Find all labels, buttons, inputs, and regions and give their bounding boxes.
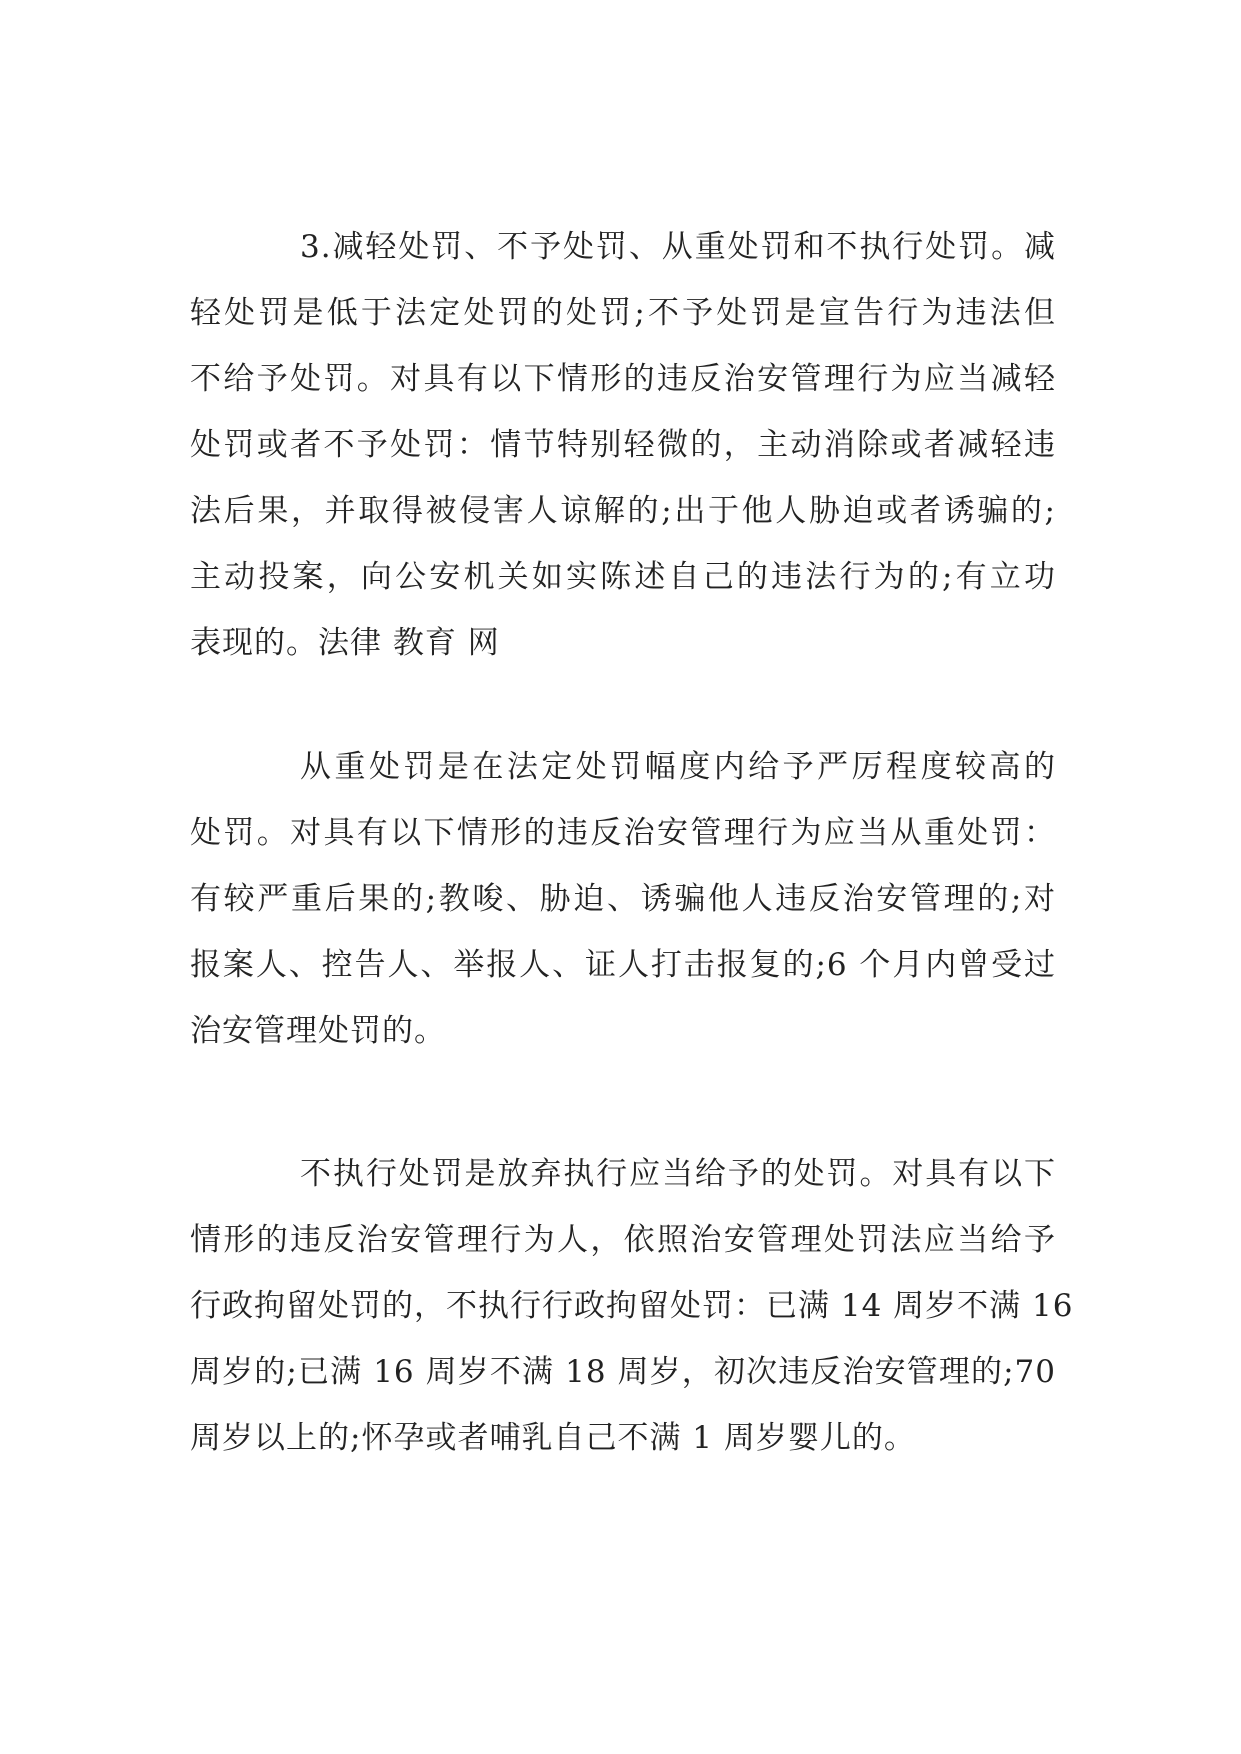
- paragraph-line: 法后果，并取得被侵害人谅解的;出于他人胁迫或者诱骗的;: [190, 493, 1056, 529]
- paragraph-line: 处罚或者不予处罚：情节特别轻微的，主动消除或者减轻违: [190, 427, 1056, 463]
- paragraph-non-execution: [190, 1141, 1074, 1471]
- paragraph-line: 有较严重后果的;教唆、胁迫、诱骗他人违反治安管理的;对: [190, 881, 1056, 917]
- paragraph-line: 主动投案，向公安机关如实陈述自己的违法行为的;有立功: [190, 559, 1056, 595]
- paragraph-line: 周岁的;已满 16 周岁不满 18 周岁，初次违反治安管理的;70: [190, 1354, 1056, 1390]
- paragraph-heavier-penalty: [190, 734, 1056, 1064]
- paragraph-line: 3.减轻处罚、不予处罚、从重处罚和不执行处罚。减: [300, 229, 1056, 265]
- paragraph-line: 情形的违反治安管理行为人，依照治安管理处罚法应当给予: [190, 1222, 1056, 1258]
- paragraph-line: 处罚。对具有以下情形的违反治安管理行为应当从重处罚：: [190, 815, 1056, 851]
- paragraph-line: 不执行处罚是放弃执行应当给予的处罚。对具有以下: [300, 1156, 1056, 1192]
- paragraph-line: 不给予处罚。对具有以下情形的违反治安管理行为应当减轻: [190, 361, 1056, 397]
- paragraph-line: 报案人、控告人、举报人、证人打击报复的;6 个月内曾受过: [190, 947, 1056, 983]
- paragraph-line: 行政拘留处罚的，不执行行政拘留处罚：已满 14 周岁不满 16: [190, 1288, 1074, 1324]
- paragraph-line: 从重处罚是在法定处罚幅度内给予严厉程度较高的: [300, 749, 1056, 785]
- paragraph-line: 治安管理处罚的。: [190, 1013, 446, 1049]
- paragraph-line: 周岁以上的;怀孕或者哺乳自己不满 1 周岁婴儿的。: [190, 1420, 916, 1456]
- paragraph-line: 表现的。法律 教育 网: [190, 625, 500, 661]
- paragraph-reduced-penalty: [190, 214, 1056, 676]
- paragraph-line: 轻处罚是低于法定处罚的处罚;不予处罚是宣告行为违法但: [190, 295, 1056, 331]
